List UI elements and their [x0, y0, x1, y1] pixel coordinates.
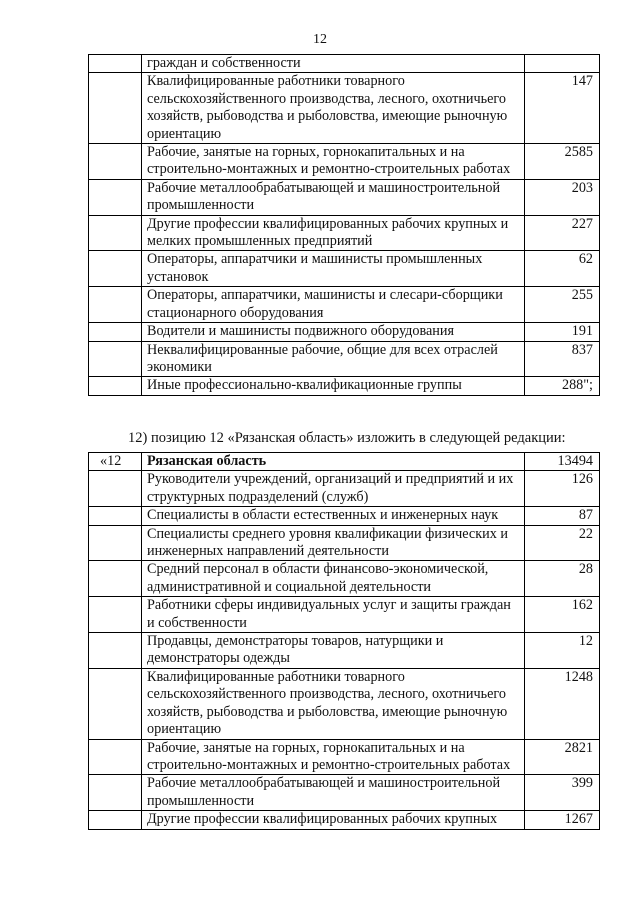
row-code [89, 811, 142, 829]
table-row [89, 377, 600, 395]
row-code [89, 144, 142, 180]
table-row [89, 341, 600, 377]
row-occupation: Специалисты среднего уровня квалификации физических и инженерных направлений деятельности [142, 525, 525, 561]
row-value: 203 [525, 179, 600, 215]
region-name: Рязанская область [142, 453, 525, 471]
table-row [89, 251, 600, 287]
table-row [89, 215, 600, 251]
row-occupation: Специалисты в области естественных и инженерных наук [142, 507, 525, 525]
row-occupation: Рабочие металлообрабатывающей и машиностроительной промышленности [142, 775, 525, 811]
row-value: 28 [525, 561, 600, 597]
row-occupation: Работники сферы индивидуальных услуг и защиты граждан и собственности [142, 597, 525, 633]
row-code [89, 668, 142, 739]
row-occupation: Квалифицированные работники товарного сельскохозяйственного производства, лесного, охотничьего хозяйств, рыбоводства и рыболовства, имеющие рыночную ориентацию [142, 73, 525, 144]
row-occupation: Иные профессионально-квалификационные группы [142, 377, 525, 395]
row-code [89, 323, 142, 341]
row-occupation: Продавцы, демонстраторы товаров, натурщики и демонстраторы одежды [142, 633, 525, 669]
row-code [89, 55, 142, 73]
row-code [89, 633, 142, 669]
row-value: 12 [525, 633, 600, 669]
row-occupation: Руководители учреждений, организаций и предприятий и их структурных подразделений (служб) [142, 471, 525, 507]
row-occupation: Рабочие, занятые на горных, горнокапитальных и на строительно-монтажных и ремонтно-строительных работах [142, 144, 525, 180]
row-code [89, 739, 142, 775]
row-code [89, 471, 142, 507]
row-value: 162 [525, 597, 600, 633]
row-value [525, 55, 600, 73]
row-code [89, 525, 142, 561]
ryazan-table [88, 452, 600, 830]
table-row [89, 507, 600, 525]
table-row [89, 323, 600, 341]
row-code [89, 251, 142, 287]
table-row [89, 668, 600, 739]
region-total: 13494 [525, 453, 600, 471]
row-code [89, 215, 142, 251]
row-value: 2585 [525, 144, 600, 180]
row-code [89, 179, 142, 215]
row-code [89, 377, 142, 395]
continued-table [88, 54, 600, 396]
table-row [89, 73, 600, 144]
row-occupation: Операторы, аппаратчики, машинисты и слесари-сборщики стационарного оборудования [142, 287, 525, 323]
table-row [89, 525, 600, 561]
row-value: 399 [525, 775, 600, 811]
row-occupation: граждан и собственности [142, 55, 525, 73]
table-row [89, 775, 600, 811]
row-code [89, 73, 142, 144]
row-occupation: Неквалифицированные рабочие, общие для всех отраслей экономики [142, 341, 525, 377]
table-row [89, 633, 600, 669]
row-value: 22 [525, 525, 600, 561]
row-value: 62 [525, 251, 600, 287]
row-value: 288"; [525, 377, 600, 395]
row-code [89, 561, 142, 597]
row-occupation: Водители и машинисты подвижного оборудования [142, 323, 525, 341]
row-occupation: Другие профессии квалифицированных рабочих крупных [142, 811, 525, 829]
instruction-text: 12) позицию 12 «Рязанская область» изложить в следующей редакции: [128, 430, 566, 446]
row-value: 1267 [525, 811, 600, 829]
row-code [89, 775, 142, 811]
row-occupation: Другие профессии квалифицированных рабочих крупных и мелких промышленных предприятий [142, 215, 525, 251]
table-row [89, 287, 600, 323]
row-value: 255 [525, 287, 600, 323]
row-value: 147 [525, 73, 600, 144]
table-row [89, 739, 600, 775]
row-code [89, 287, 142, 323]
region-header-row [89, 453, 600, 471]
row-value: 837 [525, 341, 600, 377]
table-row [89, 811, 600, 829]
row-value: 191 [525, 323, 600, 341]
table-row [89, 471, 600, 507]
row-occupation: Рабочие металлообрабатывающей и машиностроительной промышленности [142, 179, 525, 215]
row-value: 1248 [525, 668, 600, 739]
row-value: 87 [525, 507, 600, 525]
table-row [89, 597, 600, 633]
row-code [89, 597, 142, 633]
table-row [89, 561, 600, 597]
table-row [89, 144, 600, 180]
row-occupation: Рабочие, занятые на горных, горнокапитальных и на строительно-монтажных и ремонтно-строительных работах [142, 739, 525, 775]
row-occupation: Квалифицированные работники товарного сельскохозяйственного производства, лесного, охотничьего хозяйств, рыбоводства и рыболовства, имеющие рыночную ориентацию [142, 668, 525, 739]
table-row [89, 179, 600, 215]
row-occupation: Средний персонал в области финансово-экономической, административной и социальной деятельности [142, 561, 525, 597]
row-value: 2821 [525, 739, 600, 775]
row-code [89, 341, 142, 377]
region-code: «12 [89, 453, 142, 471]
page-number: 12 [313, 32, 327, 47]
row-value: 227 [525, 215, 600, 251]
row-code [89, 507, 142, 525]
row-occupation: Операторы, аппаратчики и машинисты промышленных установок [142, 251, 525, 287]
table-row [89, 55, 600, 73]
row-value: 126 [525, 471, 600, 507]
